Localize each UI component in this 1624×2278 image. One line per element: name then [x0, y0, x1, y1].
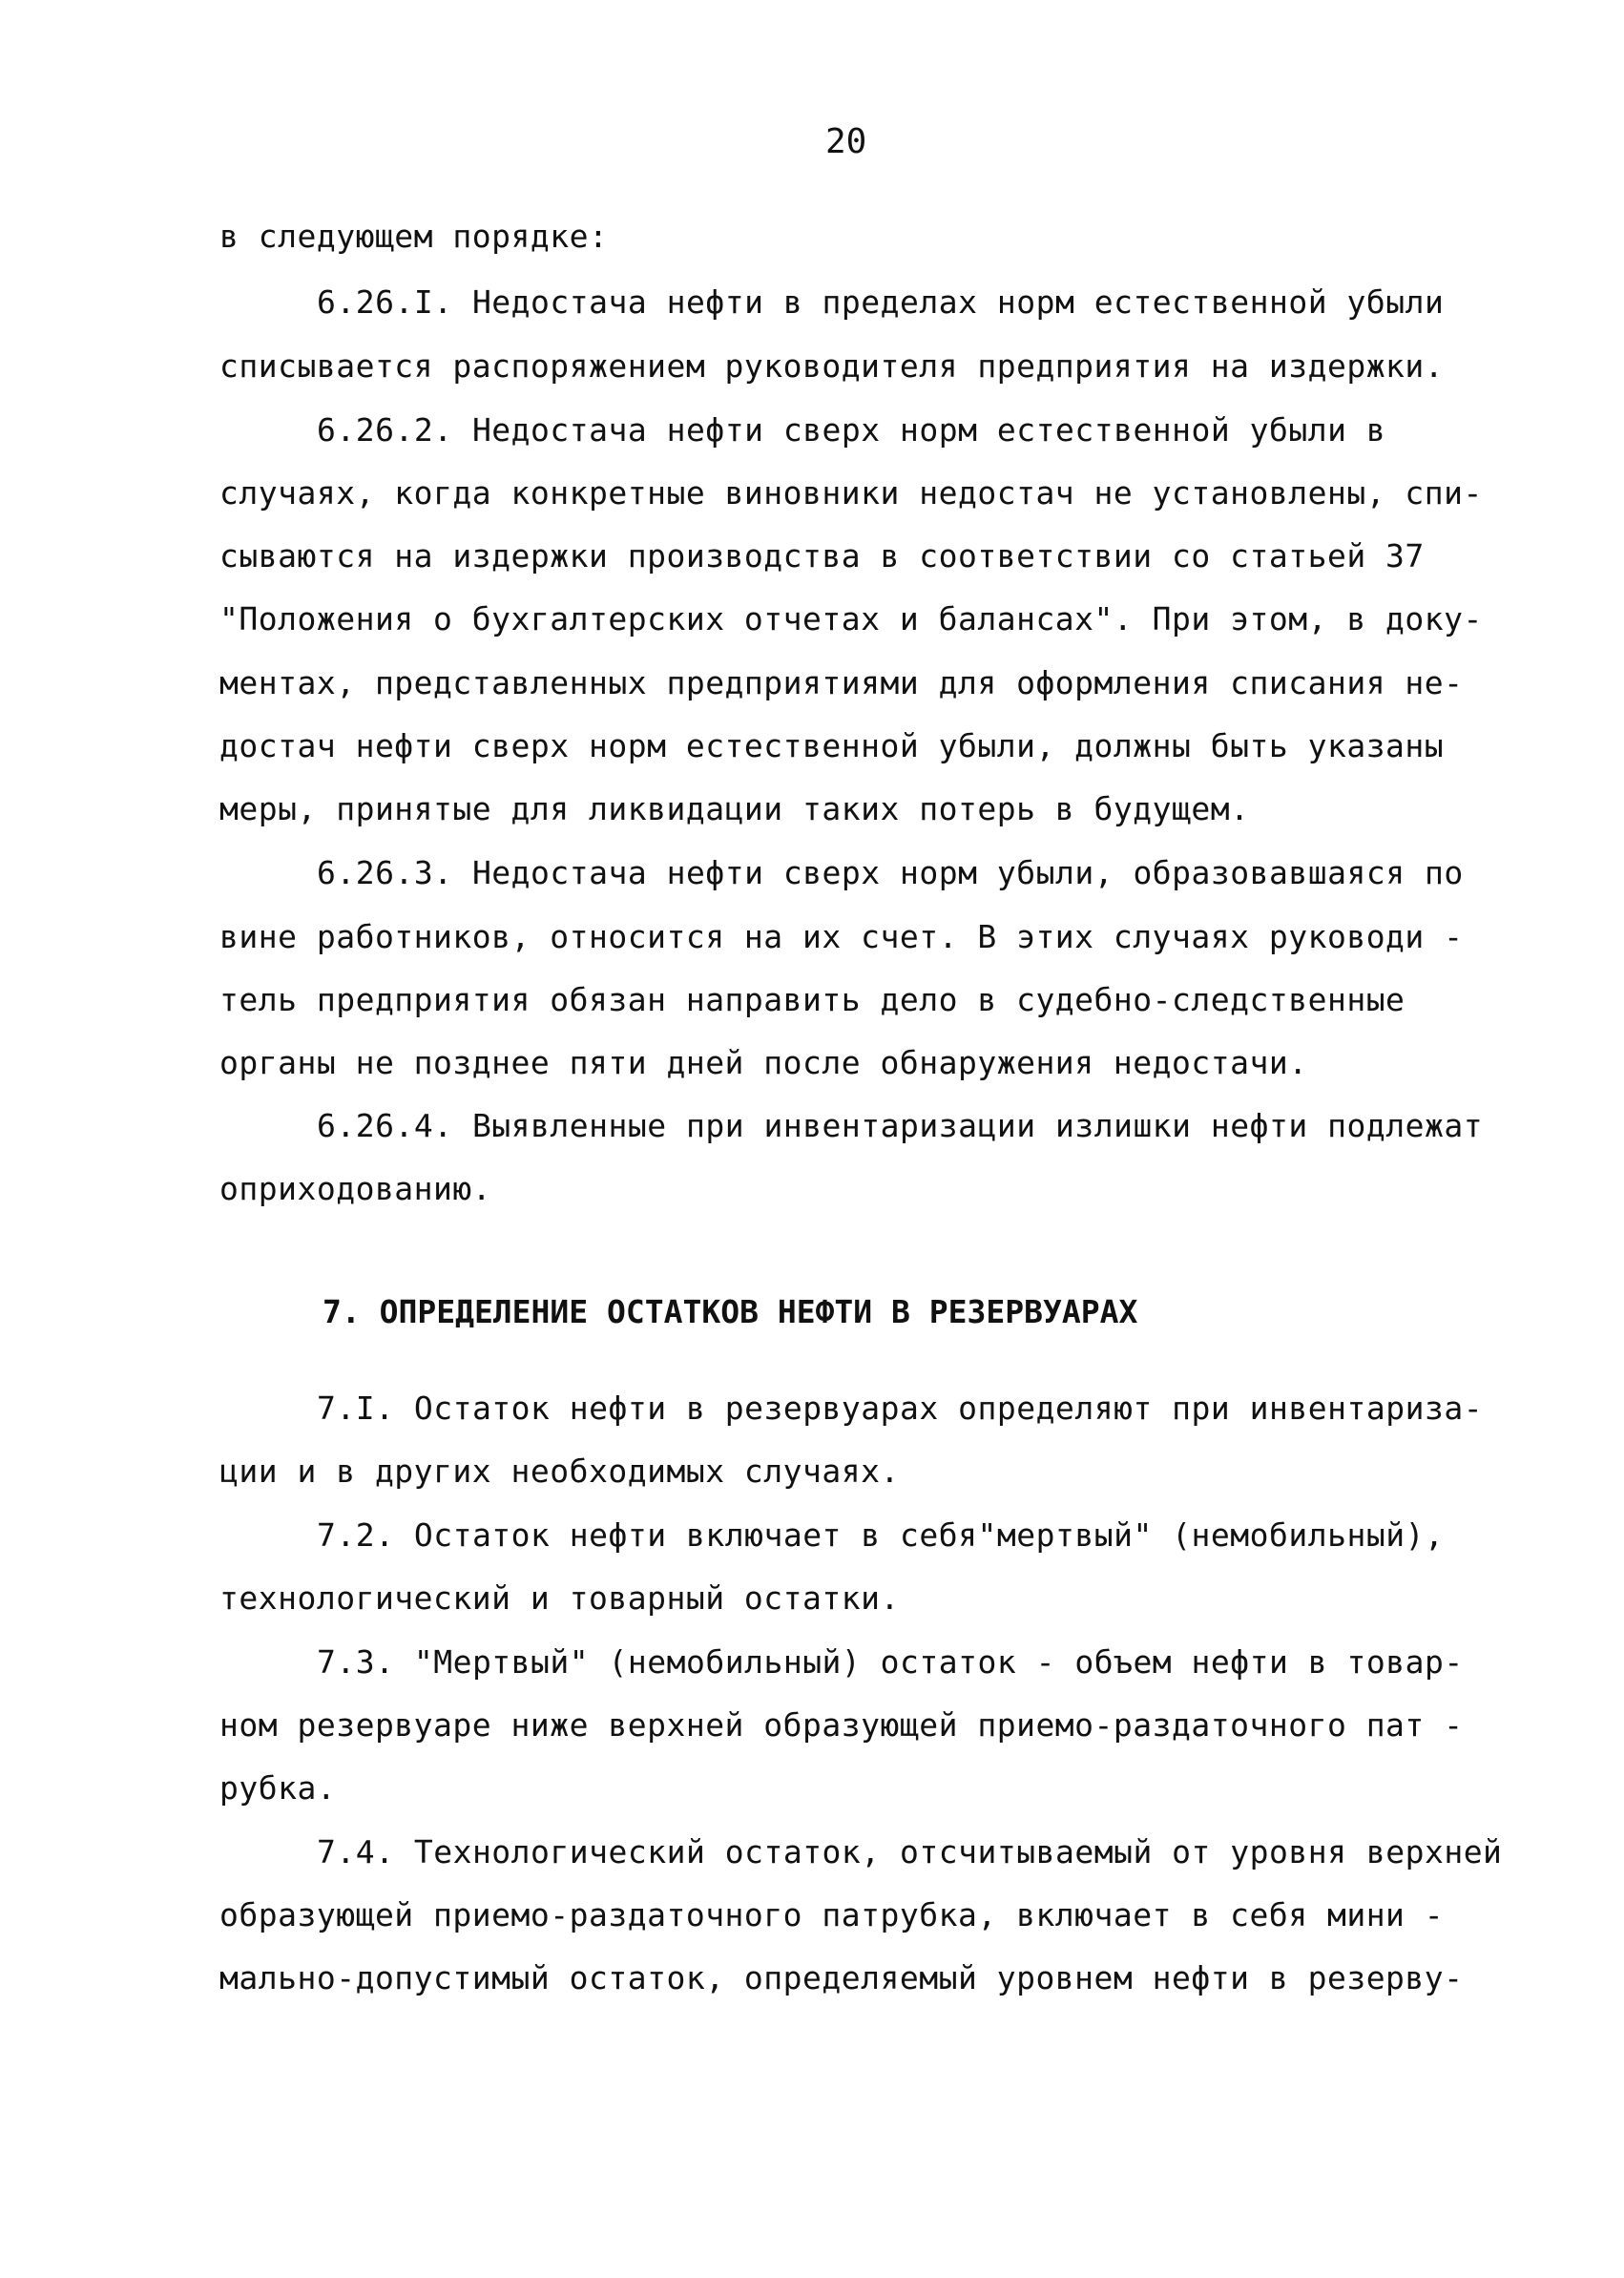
text-line: оприходованию.: [219, 1170, 492, 1207]
text-line: ном резервуаре ниже верхней образующей приемо-раздаточного пат -: [219, 1706, 1464, 1744]
text-line: тель предприятия обязан направить дело в судебно-следственные: [219, 981, 1405, 1018]
text-line: 7.2. Остаток нефти включает в себя"мертвый" (немобильный),: [317, 1516, 1445, 1554]
section-heading: 7. ОПРЕДЕЛЕНИЕ ОСТАТКОВ НЕФТИ В РЕЗЕРВУАРАХ: [323, 1293, 1138, 1330]
text-line: сываются на издержки производства в соответствии со статьей 37: [219, 537, 1425, 575]
text-line: ментах, представленных предприятиями для оформления списания не-: [219, 664, 1464, 701]
text-line: технологический и товарный остатки.: [219, 1579, 900, 1617]
text-line: 7.3. "Мертвый" (немобильный) остаток - объем нефти в товар-: [317, 1643, 1464, 1681]
text-line: 6.26.4. Выявленные при инвентаризации излишки нефти подлежат: [317, 1107, 1484, 1144]
text-line: случаях, когда конкретные виновники недостач не установлены, спи-: [219, 474, 1483, 512]
text-line: достач нефти сверх норм естественной убыли, должны быть указаны: [219, 727, 1445, 764]
text-line: списывается распоряжением руководителя предприятия на издержки.: [219, 347, 1445, 385]
text-line: мально-допустимый остаток, определяемый уровнем нефти в резерву-: [219, 1959, 1464, 1996]
text-line: 6.26.2. Недостача нефти сверх норм естественной убыли в: [317, 411, 1386, 449]
text-line: ции и в других необходимых случаях.: [219, 1452, 900, 1490]
text-line: 7.4. Технологический остаток, отсчитываемый от уровня верхней: [317, 1833, 1503, 1870]
text-line: вине работников, относится на их счет. В этих случаях руководи -: [219, 918, 1464, 955]
text-line: образующей приемо-раздаточного патрубка, включает в себя мини -: [219, 1896, 1445, 1933]
text-line: 6.26.I. Недостача нефти в пределах норм естественной убыли: [317, 283, 1445, 321]
page-number: 20: [825, 122, 867, 161]
text-line: в следующем порядке:: [219, 218, 609, 255]
text-line: рубка.: [219, 1769, 337, 1807]
text-line: 7.I. Остаток нефти в резервуарах определяют при инвентариза-: [317, 1390, 1484, 1427]
text-line: "Положения о бухгалтерских отчетах и балансах". При этом, в доку-: [219, 600, 1483, 637]
text-line: органы не позднее пяти дней после обнаружения недостачи.: [219, 1044, 1308, 1081]
text-line: меры, принятые для ликвидации таких потерь в будущем.: [219, 790, 1250, 827]
text-line: 6.26.3. Недостача нефти сверх норм убыли, образовавшаяся по: [317, 854, 1464, 891]
